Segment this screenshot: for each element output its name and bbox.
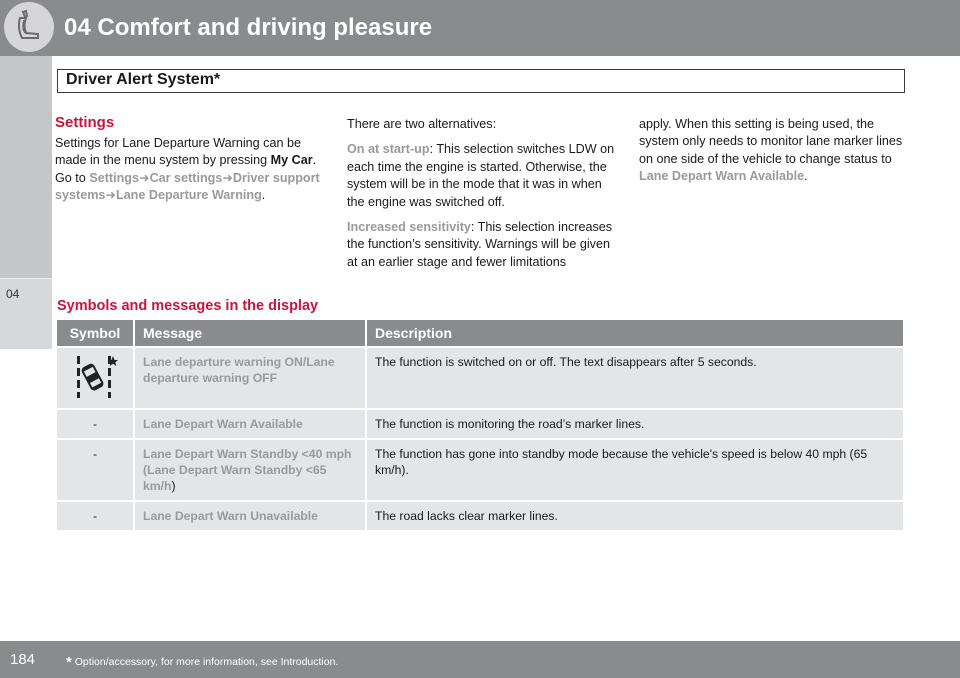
symbol-cell: - (57, 502, 135, 530)
chapter-header (0, 0, 960, 56)
page-number: 184 (10, 651, 36, 668)
menu-path-car-settings: Car settings (149, 170, 223, 185)
chapter-tab-label: 04 (6, 287, 20, 301)
footnote: * Option/accessory, for more information, see Introduction. (66, 654, 339, 671)
arrow-right-icon: ➜ (222, 170, 233, 185)
on-at-start-label: On at start-up (347, 142, 430, 157)
description-cell: The function is switched on or off. The text disappears after 5 seconds. (367, 348, 903, 408)
section-title: Driver Alert System* (66, 71, 221, 88)
continued-paragraph: apply. When this setting is being used, the system only needs to monitor lane marker lines on one side of the vehicle to change status to Lane Depart Warn Available. (639, 117, 903, 184)
settings-paragraph: Settings for Lane Departure Warning can be made in the menu system by pressing My Car. Go to Settings➜Car settings➜Driver support systems➜Lane Departure Warning. (55, 136, 320, 203)
menu-path-settings: Settings (89, 170, 139, 185)
on-at-start-paragraph: On at start-up: This selection switches LDW on each time the engine is started. Otherwise, the system will be in the mode that it was in when the engine was switched off. (347, 142, 615, 209)
arrow-right-icon: ➜ (105, 188, 116, 203)
increased-sensitivity-paragraph: Increased sensitivity: This selection increases the function’s sensitivity. Warnings will be given at an earlier stage and fewer limitations (347, 220, 613, 269)
menu-path-lane-departure: Lane Departure Warning (115, 188, 262, 203)
message-cell: Lane Depart Warn Unavailable (135, 502, 367, 530)
table-row (57, 502, 903, 530)
menu-path-driver-support: Driver support systems (55, 170, 320, 203)
column-header-message: Message (135, 320, 367, 346)
alternatives-intro: There are two alternatives: (347, 117, 497, 131)
chapter-title: 04 Comfort and driving pleasure (64, 14, 433, 41)
column-header-description: Description (367, 320, 903, 346)
symbol-cell: - (57, 440, 135, 500)
continued-column (639, 116, 907, 194)
symbols-heading: Symbols and messages in the display (57, 298, 319, 314)
settings-heading: Settings (55, 114, 115, 131)
alternatives-column (347, 116, 615, 279)
increased-sensitivity-label: Increased sensitivity (347, 220, 471, 235)
page-footer (0, 641, 960, 678)
symbol-cell: - (57, 410, 135, 438)
message-cell: Lane Depart Warn Standby <40 mph (Lane Depart Warn Standby <65 km/h) (135, 440, 367, 500)
description-cell: The function has gone into standby mode because the vehicle's speed is below 40 mph (65 km/h). (367, 440, 903, 500)
chapter-tab (0, 278, 52, 349)
message-cell: Lane departure warning ON/Lane departure warning OFF (135, 348, 367, 408)
settings-column (55, 114, 325, 213)
seat-icon (4, 2, 54, 52)
description-cell: The road lacks clear marker lines. (367, 502, 903, 530)
symbol-cell (57, 348, 135, 408)
symbols-table (57, 318, 903, 532)
table-row (57, 410, 903, 438)
section-title-box (57, 69, 905, 93)
arrow-right-icon: ➜ (139, 170, 150, 185)
table-header-row (57, 320, 903, 346)
lane-departure-icon (71, 352, 119, 400)
table-row (57, 440, 903, 500)
message-cell: Lane Depart Warn Available (135, 410, 367, 438)
my-car-button-name: My Car (270, 153, 313, 168)
status-lane-depart-available: Lane Depart Warn Available (639, 169, 805, 184)
table-row (57, 348, 903, 408)
description-cell: The function is monitoring the road’s marker lines. (367, 410, 903, 438)
column-header-symbol: Symbol (57, 320, 135, 346)
